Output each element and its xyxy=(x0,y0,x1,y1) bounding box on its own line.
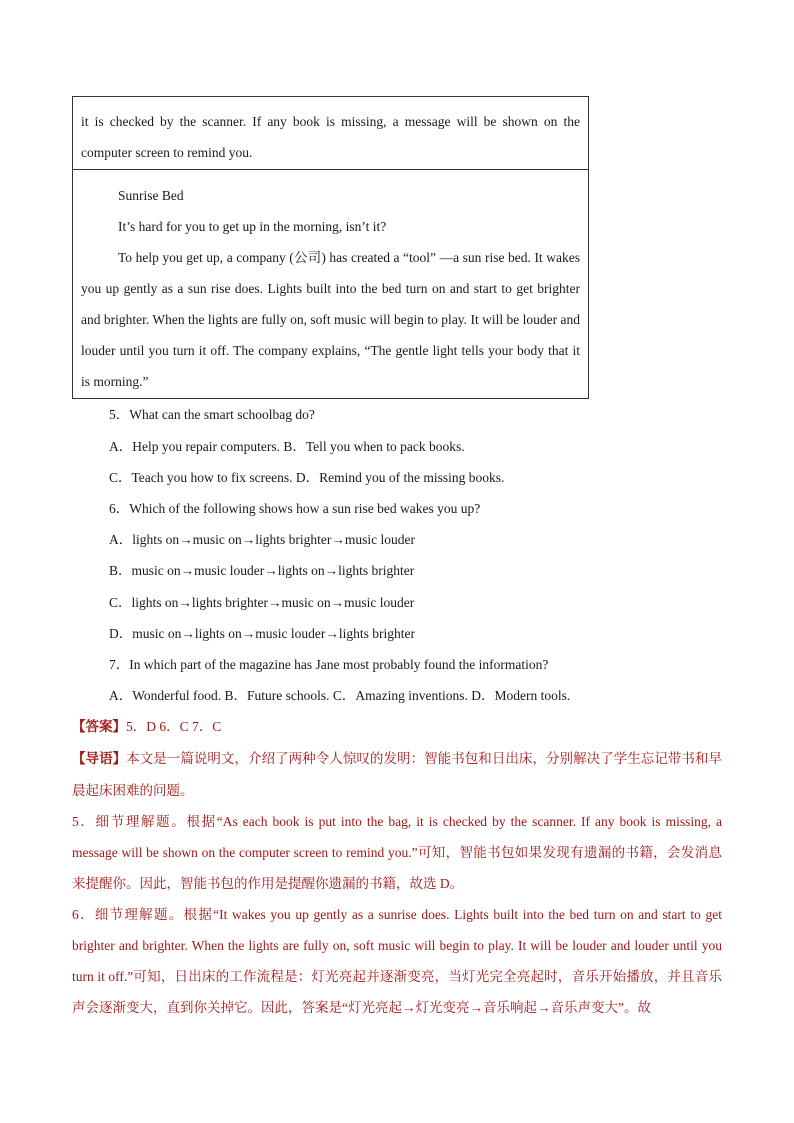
passage-box-sunrise-bed xyxy=(72,169,589,399)
guide-paragraph xyxy=(72,743,722,807)
question-5-explanation: 5．细节理解题。根据“As each book is put into the bag, it is checked by the scanner. If any book is missing, a message will be shown on the computer screen to remind you.”可知，智能书包如果发现有遗漏的书籍，会发消息来提醒你。因此，智能书包的作用是提醒你遗漏的书籍，故选 D。 xyxy=(72,814,722,891)
question-6-option-b: B．music on→music louder→lights on→lights brighter xyxy=(109,563,415,578)
passage-text-continued: it is checked by the scanner. If any book is missing, a message will be shown on the computer screen to remind you. xyxy=(81,114,580,160)
answer-label: 【答案】 xyxy=(72,719,126,735)
answer-line xyxy=(72,718,221,736)
question-6-option-c: C．lights on→lights brighter→music on→music louder xyxy=(109,595,415,610)
question-5-options-line-1: A．Help you repair computers. B．Tell you when to pack books. xyxy=(109,439,465,454)
question-5-options-line-2: C．Teach you how to fix screens. D．Remind you of the missing books. xyxy=(109,470,505,485)
question-6-stem: 6．Which of the following shows how a sun rise bed wakes you up? xyxy=(109,501,481,516)
passage-box-continued xyxy=(72,96,589,170)
guide-text: 本文是一篇说明文，介绍了两种令人惊叹的发明：智能书包和日出床，分别解决了学生忘记带书和早晨起床困难的问题。 xyxy=(72,751,723,799)
article-paragraph-1: It’s hard for you to get up in the morning, isn’t it? xyxy=(118,219,387,234)
question-6-option-d: D．music on→lights on→music louder→lights brighter xyxy=(109,626,415,641)
question-6-explanation: 6．细节理解题。根据“It wakes you up gently as a sunrise does. Lights built into the bed turn on and start to get brighter and brighter. When the lights are fully on, soft music will begin to play. It will be louder and louder until you turn it off.”可知，日出床的工作流程是：灯光亮起并逐渐变亮，当灯光完全亮起时，音乐开始播放，并且音乐声会逐渐变大，直到你关掉它。因此，答案是“灯光亮起→灯光变亮→音乐响起→音乐声变大”。故 xyxy=(72,907,722,1015)
article-title: Sunrise Bed xyxy=(118,188,184,203)
question-7-options: A．Wonderful food. B．Future schools. C．Amazing inventions. D．Modern tools. xyxy=(109,688,571,703)
question-6-option-a: A．lights on→music on→lights brighter→music louder xyxy=(109,532,415,547)
question-7-stem: 7．In which part of the magazine has Jane most probably found the information? xyxy=(109,657,549,672)
article-paragraph-2: To help you get up, a company (公司) has created a “tool” —a sun rise bed. It wakes you up gently as a sun rise does. Lights built into the bed turn on and start to get brighter and brighter. When the lights are fully on, soft music will begin to play. It will be louder and louder until you turn it off. The company explains, “The gentle light tells your body that it is morning.” xyxy=(81,250,580,389)
question-5-stem: 5．What can the smart schoolbag do? xyxy=(109,407,315,422)
guide-label: 【导语】 xyxy=(72,751,127,767)
answer-text: 5．D 6．C 7．C xyxy=(126,719,222,734)
